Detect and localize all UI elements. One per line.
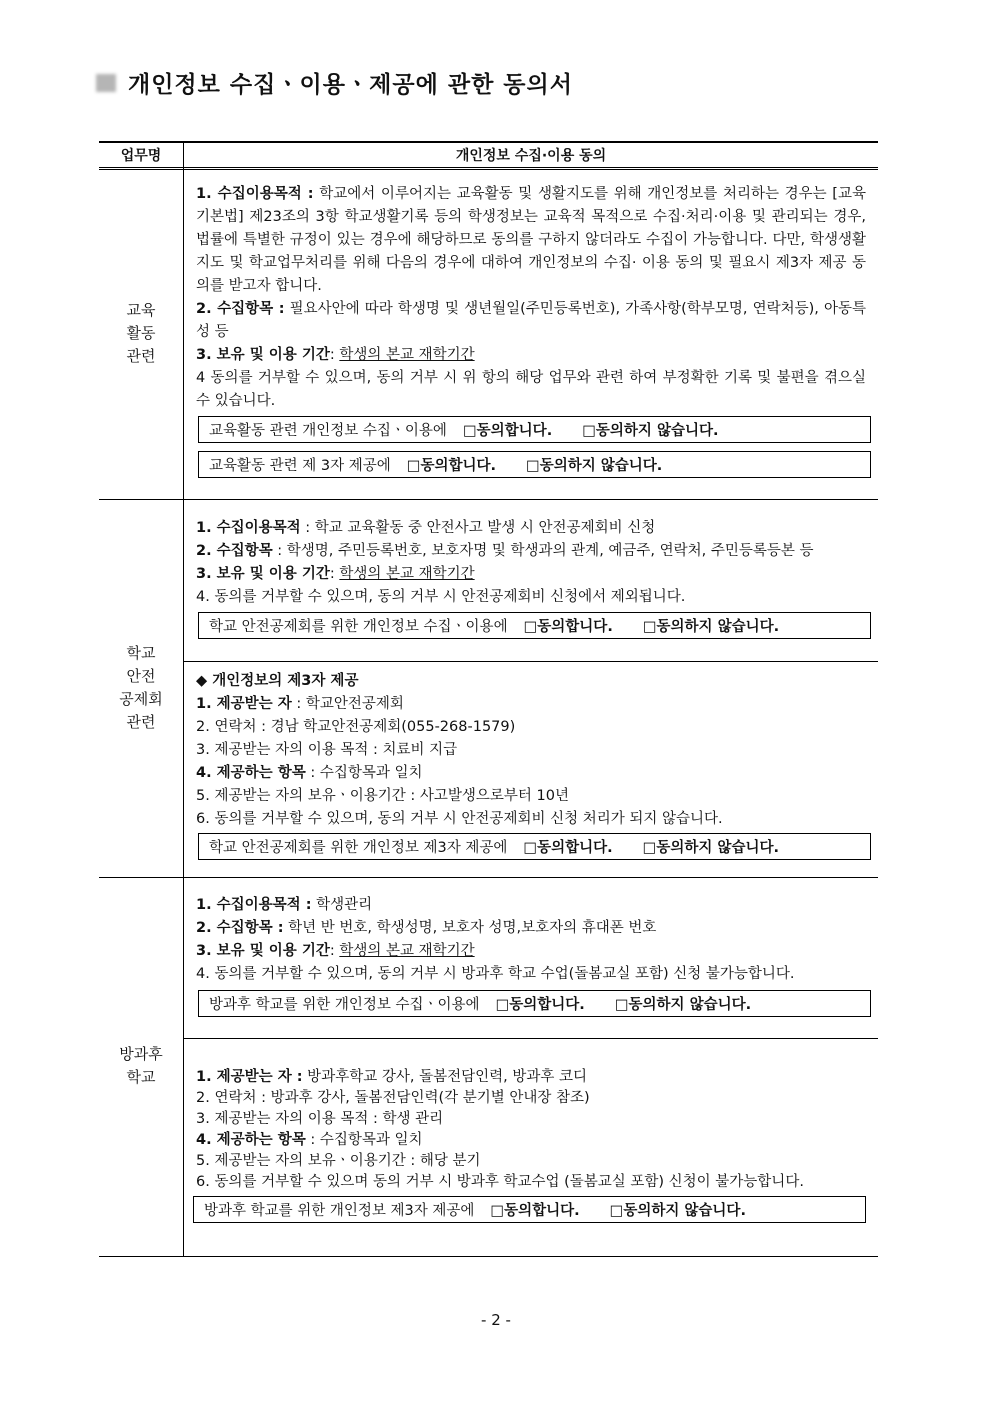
after-school-collect-consent-box: 방과후 학교를 위한 개인정보 수집ㆍ이용에 □동의합니다. □동의하지 않습니다. xyxy=(198,990,871,1017)
subrow-divider-3 xyxy=(183,1038,878,1039)
header-consent: 개인정보 수집·이용 동의 xyxy=(183,143,878,167)
safety-collect-consent-box: 학교 안전공제회를 위한 개인정보 수집ㆍ이용에 □동의합니다. □동의하지 않습니다. xyxy=(198,612,871,639)
document-title xyxy=(96,66,573,99)
agree-checkbox[interactable]: □동의합니다. xyxy=(523,619,613,635)
header-task-name: 업무명 xyxy=(120,148,162,164)
safety-third-party-details: ◆ 개인정보의 제3자 제공 1. 제공받는 자 : 학교안전공제회 2. 연락처 : 경남 학교안전공제회(055-268-1579) 3. 제공받는 자의 이용 목적 : 치료비 지급 4. 제공하는 항목 : 수집항목과 일치 5. 제공받는 자의 보유ㆍ이용기간 : 사고발생으로부터 10년 6. 동의를 거부할 수 있으며, 동의 거부 시 안전공제회비 신청 처리가 되지 않습니다. xyxy=(196,673,723,827)
page-number: - 2 - xyxy=(481,1311,511,1329)
after-school-third-party-details: 1. 제공받는 자 : 방과후학교 강사, 돌봄전담인력, 방과후 코디 2. 연락처 : 방과후 강사, 돌봄전담인력(각 분기별 안내장 참조) 3. 제공받는 자의 이용 목적 : 학생 관리 4. 제공하는 항목 : 수집항목과 일치 5. 제공받는 자의 보유ㆍ이용기간 : 해당 분기 6. 동의를 거부할 수 있으며 동의 거부 시 방과후 학교수업 (돌봄교실 포함) 신청이 불가능합니다. xyxy=(196,1069,804,1190)
disagree-checkbox[interactable]: □동의하지 않습니다. xyxy=(526,458,663,474)
title-text: 개인정보 수집ㆍ이용ㆍ제공에 관한 동의서 xyxy=(128,72,573,98)
agree-checkbox[interactable]: □동의합니다. xyxy=(523,840,613,856)
disagree-checkbox[interactable]: □동의하지 않습니다. xyxy=(614,997,752,1013)
disagree-checkbox[interactable]: □동의하지 않습니다. xyxy=(582,423,719,439)
after-school-details: 1. 수집이용목적 : 학생관리 2. 수집항목 : 학년 반 번호, 학생성명, 보호자 성명,보호자의 휴대폰 번호 3. 보유 및 이용 기간: 학생의 본교 재학기간 4. 동의를 거부할 수 있으며, 동의 거부 시 방과후 학교 수업(돌봄교실 포함) 신청 불가능합니다. xyxy=(196,897,795,982)
agree-checkbox[interactable]: □동의합니다. xyxy=(490,1203,580,1219)
disagree-checkbox[interactable]: □동의하지 않습니다. xyxy=(609,1203,746,1219)
safety-third-party-consent-box: 학교 안전공제회를 위한 개인정보 제3자 제공에 □동의합니다. □동의하지 않습니다. xyxy=(198,833,871,860)
safety-details: 1. 수집이용목적 : 학교 교육활동 중 안전사고 발생 시 안전공제회비 신청 2. 수집항목 : 학생명, 주민등록번호, 보호자명 및 학생과의 관계, 예금주, 연락처, 주민등록등본 등 3. 보유 및 이용 기간: 학생의 본교 재학기간 4. 동의를 거부할 수 있으며, 동의 거부 시 안전공제회비 신청에서 제외됩니다. xyxy=(196,520,814,605)
label-safety: 학교 안전 공제회 관련 xyxy=(119,644,163,731)
agree-checkbox[interactable]: □동의합니다. xyxy=(462,423,553,439)
table-bottom-line xyxy=(99,1256,878,1257)
disagree-checkbox[interactable]: □동의하지 않습니다. xyxy=(642,840,779,856)
table-header xyxy=(99,141,878,170)
agree-checkbox[interactable]: □동의합니다. xyxy=(495,997,585,1013)
subrow-divider-2 xyxy=(183,661,878,662)
education-third-party-consent-box: 교육활동 관련 제 3자 제공에 □동의합니다. □동의하지 않습니다. xyxy=(198,451,871,478)
after-school-third-party-consent-box: 방과후 학교를 위한 개인정보 제3자 제공에 □동의합니다. □동의하지 않습니다. xyxy=(193,1196,866,1223)
label-after-school: 방과후 학교 xyxy=(119,1045,163,1086)
disagree-checkbox[interactable]: □동의하지 않습니다. xyxy=(642,619,780,635)
education-details: 1. 수집이용목적 : 학교에서 이루어지는 교육활동 및 생활지도를 위해 개인정보를 처리하는 경우는 [교육기본법] 제23조의 3항 학교생활기록 등의 학생정보는 교육적 목적으로 수집·처리·이용 및 관리되는 경우, 법률에 특별한 규정이 있는 경우에 해당하므로 동의를 구하지 않더라도 수집이 가능합니다. 다만, 학생생활지도 및 학교업무처리를 위해 다음의 경우에 대하여 개인정보의 수집· 이용 동의 및 필요시 제3자 제공 동의를 받고자 합니다. 2. 수집항목 : 필요사안에 따라 학생명 및 생년월일(주민등록번호), 가족사항(학부모명, 연락처등), 아동특성 등 3. 보유 및 이용 기간: 학생의 본교 재학기간 4 동의를 거부할 수 있으며, 동의 거부 시 위 항의 해당 업무와 관련 하여 부정확한 기록 및 불편을 겪으실 수 있습니다. xyxy=(196,186,866,409)
label-education: 교육 활동 관련 xyxy=(126,301,156,365)
column-divider xyxy=(183,165,184,1257)
agree-checkbox[interactable]: □동의합니다. xyxy=(406,458,496,474)
row-divider-1 xyxy=(99,499,878,500)
title-marker-icon xyxy=(96,74,116,92)
education-collect-consent-box: 교육활동 관련 개인정보 수집ㆍ이용에 □동의합니다. □동의하지 않습니다. xyxy=(198,416,871,443)
row-divider-2 xyxy=(99,877,878,878)
